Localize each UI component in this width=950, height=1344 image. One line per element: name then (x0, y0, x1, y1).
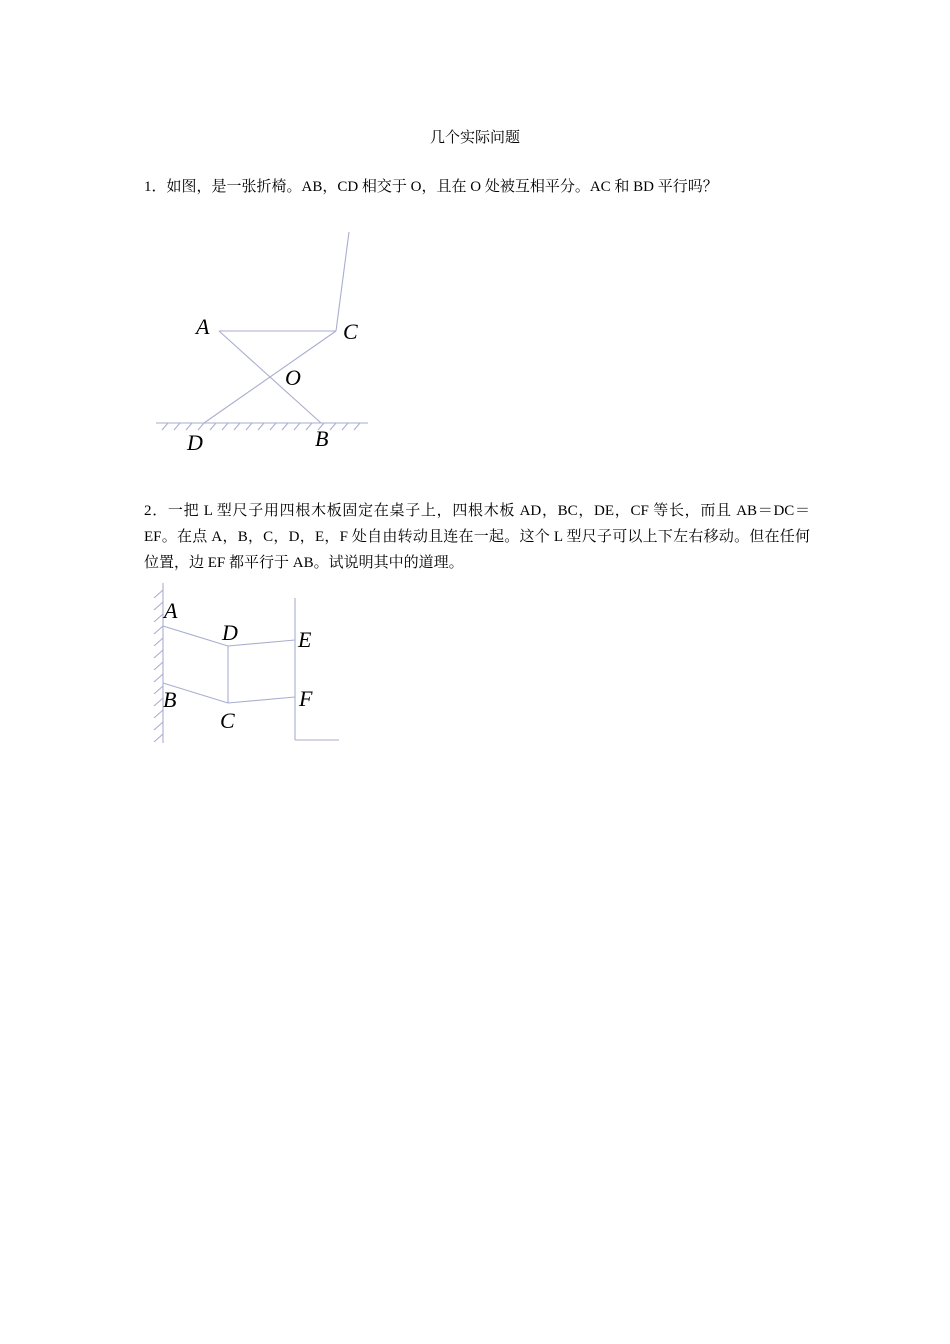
label-A: A (164, 598, 178, 623)
label-E: E (298, 627, 312, 652)
label-B: B (315, 426, 329, 451)
label-O: O (285, 365, 301, 390)
page-title: 几个实际问题 (429, 130, 520, 146)
segment-chair-back (336, 232, 349, 331)
label-B: B (163, 687, 177, 712)
segment-CD (204, 331, 336, 423)
label-C: C (343, 319, 358, 344)
question-1-text: 1．如图，是一张折椅。AB，CD 相交于 O，且在 O 处被互相平分。AC 和 BD 平行吗？ (144, 179, 718, 195)
label-D: D (187, 430, 203, 455)
question-2-text: 2．一把 L 型尺子用四根木板固定在桌子上，四根木板 AD，BC，DE，CF 等长，而且 AB＝DC＝EF。在点 A，B，C，D，E，F 处自由转动且连在一起。这个 L 型尺子可以上下左右移动。但在任何位置，边 EF 都平行于 AB。试说明其中的道理。 (144, 503, 810, 571)
label-C: C (220, 708, 235, 733)
label-A: A (196, 314, 210, 339)
label-D: D (222, 620, 238, 645)
label-F: F (299, 686, 313, 711)
ground-hatching (156, 423, 368, 430)
